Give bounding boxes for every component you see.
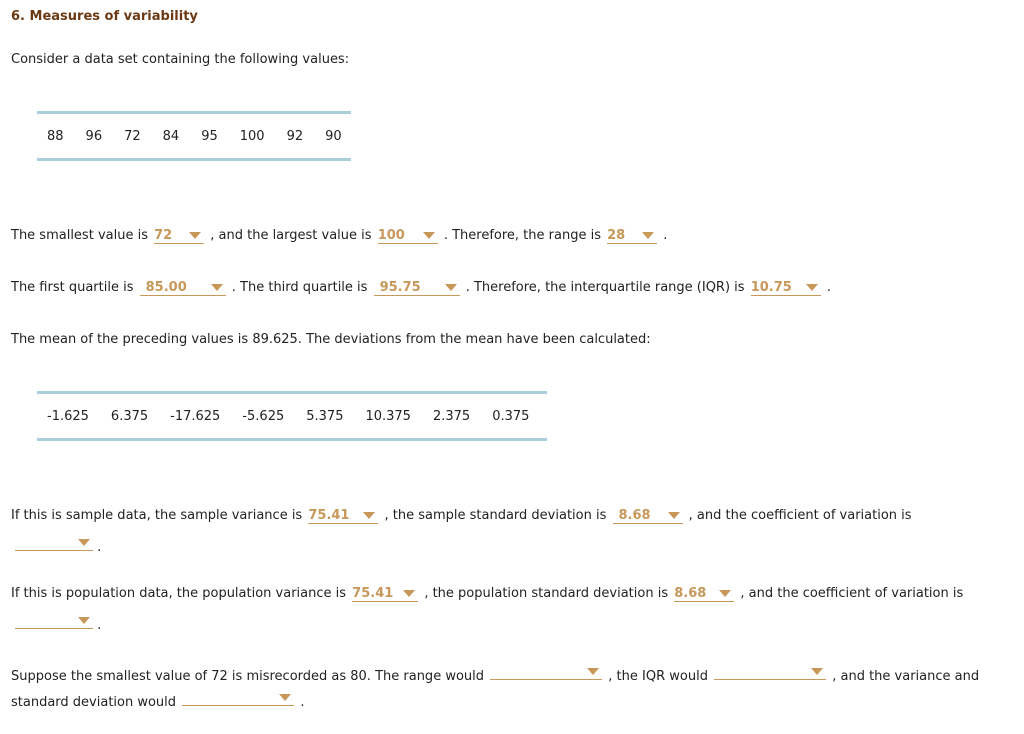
mean-text: The mean of the preceding values is 89.625. The deviations from the mean have been calculated: — [11, 332, 651, 347]
table-cell: 88 — [47, 128, 64, 144]
chevron-down-icon — [587, 668, 599, 675]
sample-variance-dropdown[interactable]: 75.41 — [308, 508, 378, 524]
text: . — [663, 228, 668, 243]
table-cell: 0.375 — [492, 408, 530, 424]
chevron-down-icon — [78, 617, 90, 624]
chevron-down-icon — [445, 284, 457, 291]
text: . Therefore, the range is — [443, 228, 601, 243]
population-sd-dropdown[interactable]: 8.68 — [674, 586, 734, 602]
text: , and the variance and — [832, 669, 980, 684]
smallest-value-dropdown[interactable]: 72 — [154, 228, 204, 244]
largest-value-dropdown[interactable]: 100 — [378, 228, 438, 244]
text: . — [97, 540, 102, 555]
chevron-down-icon — [189, 232, 201, 239]
text: The first quartile is — [11, 280, 134, 295]
text: . — [97, 618, 102, 633]
range-change-dropdown[interactable] — [490, 664, 602, 680]
text: The smallest value is — [11, 228, 148, 243]
chevron-down-icon — [363, 512, 375, 519]
sample-sd-dropdown[interactable]: 8.68 — [613, 508, 683, 524]
intro-text: Consider a data set containing the following values: — [11, 52, 350, 67]
text: . Therefore, the interquartile range (IQR) is — [465, 280, 745, 295]
table-cell: 96 — [85, 128, 103, 144]
table-cell: 2.375 — [432, 408, 471, 424]
text: . — [300, 695, 305, 710]
quartile-sentence — [11, 280, 831, 296]
text: , the population standard deviation is — [424, 586, 669, 601]
range-dropdown[interactable]: 28 — [607, 228, 657, 244]
sample-cv-line — [15, 535, 101, 555]
misrecord-sentence-cont — [11, 690, 304, 710]
section-title: 6. Measures of variability — [11, 9, 198, 24]
table-cell: -5.625 — [242, 408, 285, 424]
chevron-down-icon — [423, 232, 435, 239]
chevron-down-icon — [403, 590, 415, 597]
population-cv-line — [15, 613, 101, 633]
text: , and the largest value is — [210, 228, 372, 243]
text: If this is population data, the population variance is — [11, 586, 347, 601]
population-variance-dropdown[interactable]: 75.41 — [352, 586, 418, 602]
table-cell: 10.375 — [365, 408, 411, 424]
table-cell: 5.375 — [306, 408, 344, 424]
chevron-down-icon — [811, 668, 823, 675]
range-sentence — [11, 228, 667, 244]
text: , and the coefficient of variation is — [688, 508, 912, 523]
first-quartile-dropdown[interactable]: 85.00 — [140, 280, 226, 296]
table-cell: 84 — [162, 128, 180, 144]
table-cell: 6.375 — [110, 408, 149, 424]
text: standard deviation would — [11, 695, 177, 710]
text: . — [826, 280, 831, 295]
text: , and the coefficient of variation is — [740, 586, 964, 601]
table-cell: 95 — [201, 128, 218, 144]
chevron-down-icon — [642, 232, 654, 239]
population-cv-dropdown[interactable] — [15, 613, 93, 629]
text: . The third quartile is — [231, 280, 368, 295]
table-cell: 90 — [325, 128, 342, 144]
variance-sd-change-dropdown[interactable] — [182, 690, 294, 706]
data-values-table — [37, 111, 351, 161]
chevron-down-icon — [668, 512, 680, 519]
deviations-table — [37, 391, 547, 441]
text: , the sample standard deviation is — [384, 508, 607, 523]
iqr-dropdown[interactable]: 10.75 — [751, 280, 821, 296]
chevron-down-icon — [806, 284, 818, 291]
iqr-change-dropdown[interactable] — [714, 664, 826, 680]
population-sentence — [11, 586, 963, 602]
chevron-down-icon — [719, 590, 731, 597]
sample-cv-dropdown[interactable] — [15, 535, 93, 551]
text: , the IQR would — [608, 669, 708, 684]
third-quartile-dropdown[interactable]: 95.75 — [374, 280, 460, 296]
chevron-down-icon — [279, 694, 291, 701]
chevron-down-icon — [78, 539, 90, 546]
table-cell: -17.625 — [170, 408, 221, 424]
chevron-down-icon — [211, 284, 223, 291]
sample-sentence — [11, 508, 912, 524]
table-cell: 100 — [239, 128, 265, 144]
table-cell: 72 — [124, 128, 141, 144]
text: Suppose the smallest value of 72 is misrecorded as 80. The range would — [11, 669, 485, 684]
table-cell: 92 — [286, 128, 304, 144]
text: If this is sample data, the sample variance is — [11, 508, 303, 523]
table-cell: -1.625 — [47, 408, 89, 424]
misrecord-sentence — [11, 664, 979, 684]
